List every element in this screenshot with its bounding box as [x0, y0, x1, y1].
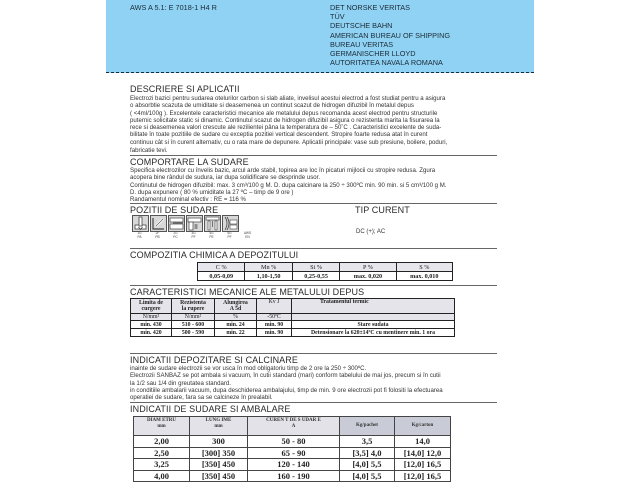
- text-line: o absorbtie scazuta de umiditate si deasemenea un continut scazut de hidrogen difuzibil în metalul depus: [130, 102, 414, 110]
- position-label: PC: [173, 234, 178, 239]
- value-cell: Stare sudata: [292, 321, 455, 329]
- depozitare-text: [130, 365, 498, 401]
- value-cell: min. 22: [215, 329, 257, 337]
- value-cell: [14,0] 12,0: [395, 447, 451, 459]
- certification-item: BUREAU VERITAS: [330, 39, 394, 49]
- value-cell: [3,5] 4,0: [340, 447, 395, 459]
- text-line: Electrozii SANBAZ se pot ambala si vacuum, în cutii standard (mari) conform tabelului de mai jos, precum si în cutii: [130, 372, 441, 380]
- value-cell: 3,5: [340, 436, 395, 448]
- value-cell: 500 - 590: [172, 329, 215, 337]
- standard-label: EN: [245, 234, 250, 239]
- header-unit: A: [291, 424, 296, 429]
- value-cell: 120 - 140: [248, 459, 340, 471]
- mechanical-properties-table: [130, 298, 455, 337]
- certification-item: DET NORSKE VERITAS: [330, 3, 411, 12]
- value-cell: min. 24: [215, 321, 257, 329]
- section-title-comportare: COMPORTARE LA SUDARE: [130, 157, 249, 167]
- header-cell: A 5d: [229, 306, 242, 312]
- position-pb-icon: [150, 215, 167, 232]
- value-cell: 50 - 80: [248, 436, 340, 448]
- value-cell: max. 0,010: [396, 272, 452, 281]
- section-title-tip-curent: TIP CURENT: [355, 205, 410, 215]
- position-code: 4G: [209, 231, 214, 235]
- text-line: operatiei de sudare, fara sa se calcineze în prealabil.: [130, 394, 273, 402]
- text-line: fabricatie tevi.: [130, 147, 168, 155]
- header-cell: C %: [198, 263, 245, 272]
- value-cell: [350] 450: [190, 470, 248, 482]
- text-line: in conditiile ambalarii vacuum, dupa deschiderea ambalajului, timp de min. 9 ore electrozii pot fi folositi la efectuarea: [130, 386, 443, 394]
- value-cell: [4,0] 5,5: [340, 459, 395, 471]
- text-line: continuu cât si în curent alternativ, cu o rata mare de depunere. Aplicatii principale: vase sub presiune, boilere, poduri,: [130, 138, 448, 146]
- header-cell: Kv J: [257, 299, 292, 314]
- position-code: 5G: [227, 231, 232, 235]
- header-cell: CUREN T DE S UDAR E: [266, 418, 321, 423]
- position-code: 2G: [173, 231, 178, 235]
- certification-item: AUTORITATEA NAVALA ROMANA: [330, 58, 443, 68]
- position-label: PA: [137, 234, 142, 239]
- table-row: [134, 436, 451, 448]
- position-label: PB: [155, 234, 160, 239]
- position-label: PF: [191, 234, 196, 239]
- position-code: 3G: [191, 231, 196, 235]
- standard-code: AWS: [243, 231, 252, 235]
- table-header-row: [134, 417, 451, 436]
- text-line: Electrozi bazici pentru sudarea otelurilor carbon si slab aliate, invelisul acestui electrod a fost studiat pentru a asigura: [130, 95, 446, 102]
- section-title-descriere: DESCRIERE SI APLICATII: [130, 84, 240, 94]
- aws-standard: AWS A 5.1: E 7018-1 H4 R: [130, 3, 217, 12]
- position-label: PF: [227, 234, 232, 239]
- unit-cell: %: [215, 314, 257, 321]
- value-cell: [12,0] 16,5: [395, 470, 451, 482]
- header-cell: la rupere: [181, 306, 205, 312]
- header-cell: LUNG IME: [205, 418, 232, 423]
- text-line: puternic solicitate static si dinamic. Continutul scazut de hidrogen difuzibil asigura o rezistenta marita la fisurarea la: [130, 116, 440, 124]
- value-cell: 300: [190, 436, 248, 448]
- text-line: inainte de sudare electrozii se vor usca în mod obligatoriu timp de 2 ore la 250 ÷ 300ºC.: [130, 365, 367, 372]
- certification-item: DEUTSCHE BAHN: [330, 21, 393, 31]
- value-cell: min. 90: [257, 329, 292, 337]
- value-cell: [12,0] 16,5: [395, 459, 451, 471]
- unit-cell: -50ºC: [257, 314, 292, 321]
- section-divider: [130, 402, 497, 403]
- certification-item: TÜV: [330, 12, 345, 22]
- text-line: ( <4ml/100g ). Excelentele caracteristici mecanice ale metalului depus recomanda acest electrod pentru structurile: [130, 109, 438, 117]
- value-cell: 14,0: [395, 436, 451, 448]
- value-cell: [4,0] 5,5: [340, 470, 395, 482]
- value-cell: min. 430: [131, 321, 172, 329]
- value-cell: min. 90: [257, 321, 292, 329]
- certification-item: AMERICAN BUREAU OF SHIPPING: [330, 30, 451, 40]
- value-cell: 3,25: [134, 459, 190, 471]
- header-cell: Rezistenta: [180, 299, 206, 306]
- text-line: bilitate în toate pozitiile de sudare cu exceptia pozitiei vertical descendent. Stropire foarte redusa atat în curent: [130, 131, 428, 139]
- header-cell: Limita de: [139, 299, 163, 306]
- section-divider: [130, 285, 497, 286]
- text-line: Specifica electrozilor cu învelis bazic, arcul arde stabil, topirea are loc în picaturi mijlocii cu stropire redusa. Zgura: [130, 167, 436, 174]
- text-line: Randamentul nominal efectiv : RE = 116 %: [130, 196, 246, 204]
- unit-cell: [292, 314, 455, 321]
- position-label: PE: [209, 234, 214, 239]
- section-divider: [130, 155, 497, 156]
- certification-item: GERMANISCHER LLOYD: [330, 49, 416, 59]
- header-cell: P %: [340, 263, 396, 272]
- section-title-compozitia: COMPOZITIA CHIMICA A DEPOZITULUI: [130, 250, 299, 260]
- text-line: la 1/2 sau 1/4 din greutatea standard.: [130, 379, 231, 387]
- unit-cell: N/mm²: [131, 314, 172, 321]
- position-pc-icon: [168, 215, 185, 232]
- section-divider: [130, 248, 497, 249]
- value-cell: [300] 350: [190, 447, 248, 459]
- descriere-text: [130, 95, 498, 154]
- value-cell: 65 - 90: [248, 447, 340, 459]
- header-cell: Tratamentul termic: [292, 299, 455, 314]
- value-cell: 2,50: [134, 447, 190, 459]
- position-pa-icon: [132, 215, 149, 232]
- units-row: [131, 314, 455, 321]
- position-pe-icon: [204, 215, 221, 232]
- header-cell: Mn %: [245, 263, 292, 272]
- table-row: [134, 447, 451, 459]
- section-title-depozitare: INDICATII DEPOZITARE SI CALCINARE: [130, 355, 298, 365]
- certifications-list: [330, 3, 450, 67]
- text-line: acopera bine rândul de sudura, iar dupa solidificare se desprinde usor.: [130, 174, 321, 182]
- header-cell: Alungirea: [223, 299, 248, 306]
- chemical-composition-table: [197, 262, 453, 281]
- value-cell: max. 0,020: [340, 272, 396, 281]
- text-line: Continutul de hidrogen difuzibil: max. 3 cm³/100 g M. D. dupa calcinare la 250 ÷ 300ºC min. 90 min. si 5 cm³/100 g M.: [130, 181, 447, 189]
- unit-cell: N/mm²: [172, 314, 215, 321]
- comportare-text: [130, 167, 498, 203]
- text-line: rece si deasemenea valori crescute ale rezilientei pâna la temperatura de – 50˚C . Caracteristici excelente de suda-: [130, 124, 442, 132]
- value-cell: 2,00: [134, 436, 190, 448]
- value-cell: 0,05-0,09: [198, 272, 245, 281]
- tip-curent-value: DC (+); AC: [356, 229, 386, 235]
- section-title-ambalare: INDICATII DE SUDARE SI AMBALARE: [130, 404, 291, 414]
- packaging-table: [133, 416, 451, 482]
- position-pf2-icon: [222, 215, 239, 232]
- table-row: [131, 321, 455, 329]
- header-cell: Kg/carton: [395, 417, 451, 436]
- section-divider: [130, 353, 497, 354]
- header-cell: DIAM ETRU: [146, 418, 177, 423]
- table-row: [134, 459, 451, 471]
- section-title-caracteristici: CARACTERISTICI MECANICE ALE METALULUI DEPUS: [130, 287, 365, 297]
- value-cell: 1,10-1,50: [245, 272, 292, 281]
- section-title-pozitii: POZITII DE SUDARE: [130, 205, 219, 215]
- header-unit: mm: [214, 424, 223, 429]
- value-cell: 160 - 190: [248, 470, 340, 482]
- position-pf-icon: [186, 215, 203, 232]
- value-cell: 510 - 600: [172, 321, 215, 329]
- value-cell: 4,00: [134, 470, 190, 482]
- table-row: [198, 272, 453, 281]
- table-header-row: [198, 263, 453, 272]
- header-cell: Si %: [292, 263, 339, 272]
- header-cell: S %: [396, 263, 452, 272]
- value-cell: 0,25-0,55: [292, 272, 339, 281]
- header-unit: mm: [157, 424, 166, 429]
- header-cell: curgere: [141, 306, 161, 312]
- value-cell: min. 420: [131, 329, 172, 337]
- table-row: [131, 329, 455, 337]
- header-panel: [106, 0, 534, 73]
- header-cell: Kg/pachet: [340, 417, 395, 436]
- section-divider: [130, 203, 497, 204]
- text-line: D. dupa expunere ( 80 % umiditate la 27 ºC – timp de 9 ore ): [130, 188, 294, 196]
- position-code: 2F: [155, 231, 160, 235]
- value-cell: Detensionare la 620±14ºC cu mentinere min. 1 ora: [292, 329, 455, 337]
- value-cell: [350] 450: [190, 459, 248, 471]
- position-code: 1G: [137, 231, 142, 235]
